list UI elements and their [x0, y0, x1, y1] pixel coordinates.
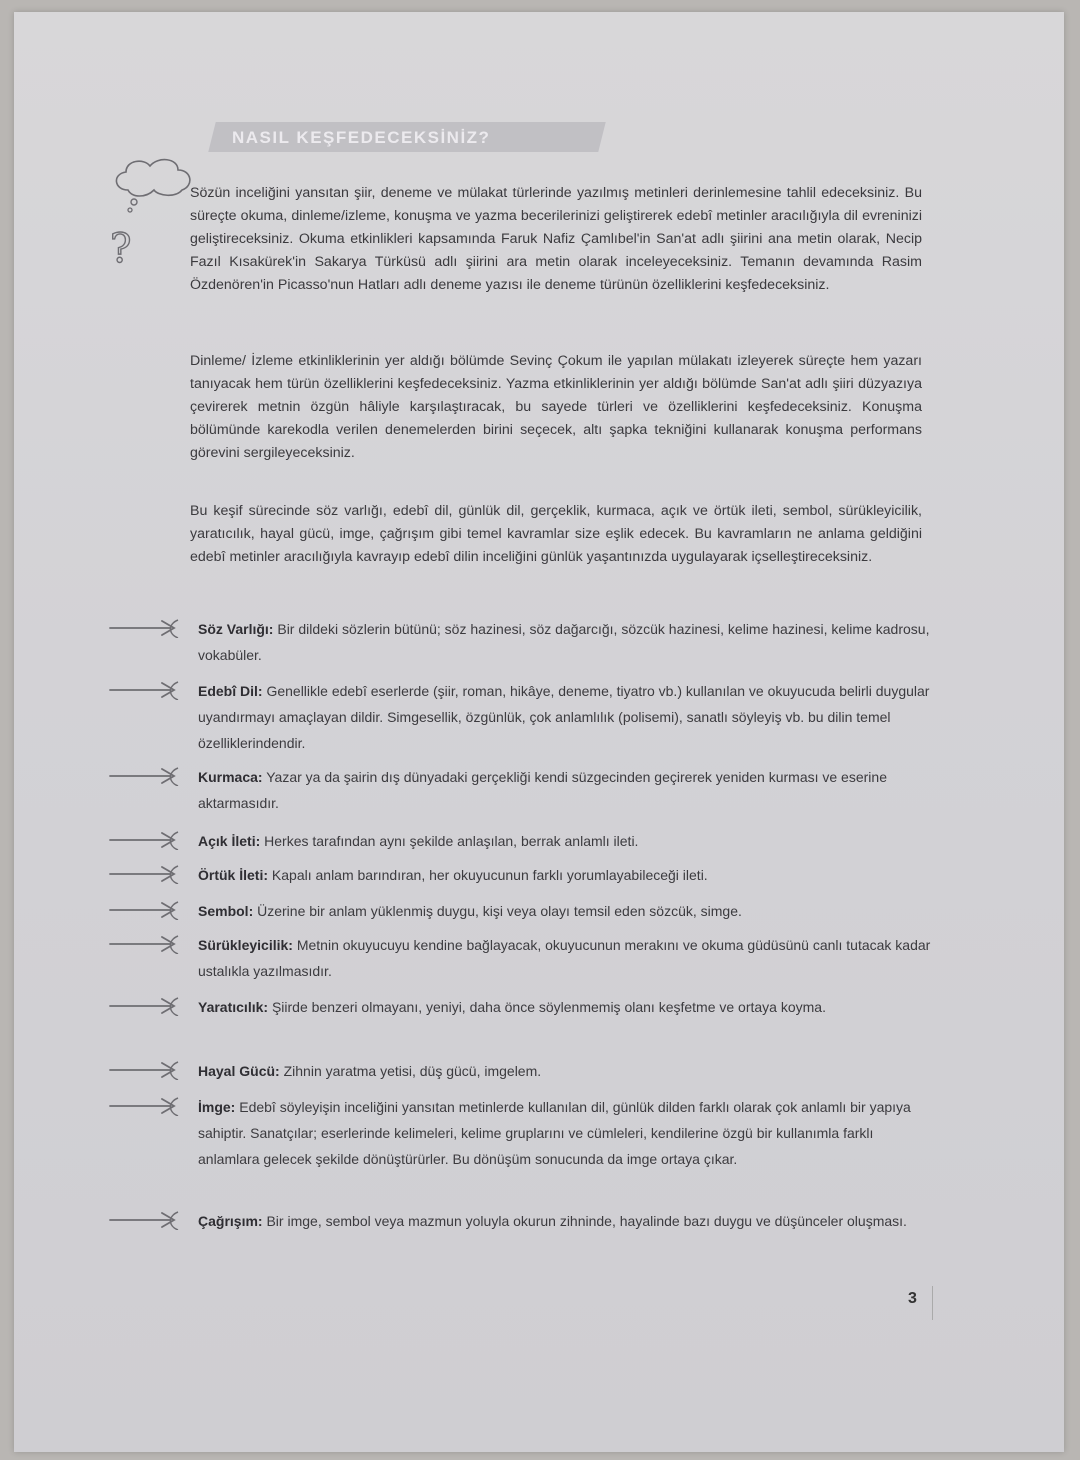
term-definition: [198, 1058, 936, 1084]
intro-paragraph: Dinleme/ İzleme etkinliklerinin yer aldığı bölümde Sevinç Çokum ile yapılan mülakatı izleyerek süreçte hem yazarı tanıyacak hem türün özelliklerini keşfedeceksiniz. Yazma etkinliklerinin yer aldığı bölümde San'at adlı şiiri düzyazıya çevirerek metnin özgün hâliyle karşılaştıracak, bu sayede türleri ve özelliklerini keşfedeceksiniz. Konuşma bölümünde karekodla verilen denemelerden birini seçecek, altı şapka tekniğini kullanarak konuşma performans görevini sergileyeceksiniz.: [190, 353, 922, 461]
term-definition: [198, 1094, 936, 1172]
pencil-arrow-icon: [108, 934, 188, 954]
pencil-arrow-icon: [108, 900, 188, 920]
section-heading: NASIL KEŞFEDECEKSİNİZ?: [232, 128, 491, 147]
pencil-arrow-icon: [108, 830, 188, 850]
intro-paragraph: Bu keşif sürecinde söz varlığı, edebî dil, günlük dil, gerçeklik, kurmaca, açık ve örtük ileti, sembol, sürükleyicilik, yaratıcılık, hayal gücü, imge, çağrışım gibi temel kavramlar size eşlik edecek. Bu kavramların ne anlama geldiğini edebî metinler aracılığıyla kavrayıp edebî dilin inceliğini günlük yaşantınızda uygulayarak içselleştireceksiniz.: [190, 503, 922, 565]
term-definition: [198, 932, 936, 984]
term-definition-text: Genellikle edebî eserlerde (şiir, roman, hikâye, deneme, tiyatro vb.) kullanılan ve okuyucuda belirli duygular uyandırmayı amaçlayan dildir. Simgesellik, özgünlük, çok anlamlılık (polisemi), sanatlı söyleyiş vb. bu dilin temel özelliklerindendir.: [198, 683, 930, 751]
term-label: Hayal Gücü:: [198, 1063, 280, 1079]
pencil-arrow-icon: [108, 1060, 188, 1080]
term-label: Söz Varlığı:: [198, 621, 274, 637]
pencil-arrow-icon: [108, 864, 188, 884]
term-label: Kurmaca:: [198, 769, 263, 785]
intro-paragraph: Sözün inceliğini yansıtan şiir, deneme ve mülakat türlerinde yazılmış metinleri derinlemesine tahlil edeceksiniz. Bu süreçte okuma, dinleme/izleme, konuşma ve yazma becerilerinizi geliştirerek edebî metinler aracılığıyla dil evreninizi geliştireceksiniz. Okuma etkinlikleri kapsamında Faruk Nafiz Çamlıbel'in San'at adlı şiirini ana metin olarak, Necip Fazıl Kısakürek'in Sakarya Türküsü adlı şiirini ara metin olarak inceleyeceksiniz. Temanın devamında Rasim Özdenören'in Picasso'nun Hatları adlı deneme yazısı ile deneme türünün özelliklerini keşfedeceksiniz.: [190, 185, 922, 293]
term-label: Sembol:: [198, 903, 254, 919]
term-label: Edebî Dil:: [198, 683, 263, 699]
term-definition-text: Metnin okuyucuyu kendine bağlayacak, okuyucunun merakını ve okuma güdüsünü canlı tutacak kadar ustalıkla yazılmasıdır.: [198, 937, 931, 979]
term-label: Çağrışım:: [198, 1213, 263, 1229]
term-definition-text: Şiirde benzeri olmayanı, yeniyi, daha önce söylenmemiş olanı keşfetme ve ortaya koyma.: [271, 999, 826, 1015]
term-definition: [198, 616, 936, 668]
question-mark: ?: [110, 226, 132, 270]
pencil-arrow-icon: [108, 766, 188, 786]
term-definition: [198, 1208, 936, 1234]
term-definition-text: Kapalı anlam barındıran, her okuyucunun farklı yorumlayabileceği ileti.: [271, 867, 708, 883]
term-definition-text: Bir imge, sembol veya mazmun yoluyla okurun zihninde, hayalinde bazı duygu ve düşünceler oluşması.: [266, 1213, 907, 1229]
term-definition: [198, 678, 936, 756]
pencil-arrow-icon: [108, 1210, 188, 1230]
term-definition-text: Herkes tarafından aynı şekilde anlaşılan, berrak anlamlı ileti.: [264, 833, 639, 849]
term-label: Açık İleti:: [198, 833, 261, 849]
pencil-arrow-icon: [108, 618, 188, 638]
term-definition: [198, 994, 936, 1020]
term-definition: [198, 828, 936, 854]
term-definition: [198, 862, 936, 888]
page-number: 3: [908, 1290, 917, 1307]
pencil-arrow-icon: [108, 680, 188, 700]
term-label: Sürükleyicilik:: [198, 937, 293, 953]
term-label: İmge:: [198, 1099, 236, 1115]
term-definition: [198, 764, 936, 816]
thought-cloud-question-icon: [104, 150, 204, 270]
term-definition: [198, 898, 936, 924]
page-number-rule: [932, 1286, 933, 1320]
term-label: Yaratıcılık:: [198, 999, 269, 1015]
term-definition-text: Bir dildeki sözlerin bütünü; söz hazinesi, söz dağarcığı, sözcük hazinesi, kelime hazinesi, kelime kadrosu, vokabüler.: [198, 621, 930, 663]
term-definition-text: Yazar ya da şairin dış dünyadaki gerçekliği kendi süzgecinden geçirerek yeniden kurması ve eserine aktarmasıdır.: [198, 769, 887, 811]
term-definition-text: Üzerine bir anlam yüklenmiş duygu, kişi veya olayı temsil eden sözcük, simge.: [257, 903, 742, 919]
term-definition-text: Zihnin yaratma yetisi, düş gücü, imgelem.: [283, 1063, 542, 1079]
pencil-arrow-icon: [108, 1096, 188, 1116]
term-definition-text: Edebî söyleyişin inceliğini yansıtan metinlerde kullanılan dil, günlük dilden farklı olarak çok anlamlı bir yapıya sahiptir. Sanatçılar; eserlerinde kelimeleri, kelime gruplarını ve cümleleri, kendilerine özgü bir kullanımla farklı anlamlara gelecek şekilde dönüştürürler. Bu dönüşüm sonucunda da imge ortaya çıkar.: [198, 1099, 911, 1167]
pencil-arrow-icon: [108, 996, 188, 1016]
term-label: Örtük İleti:: [198, 867, 269, 883]
